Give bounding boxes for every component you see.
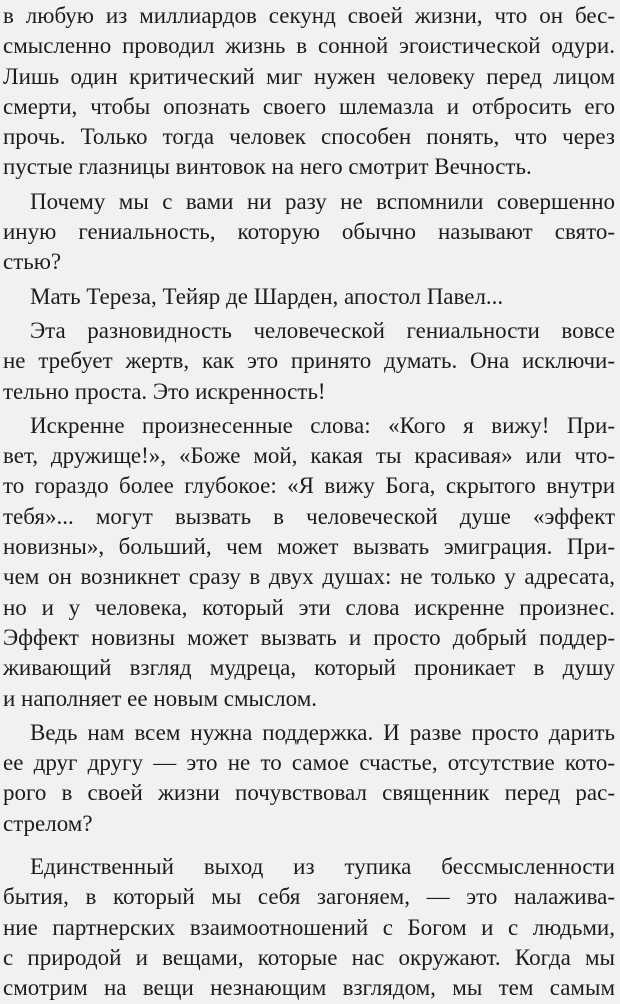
- text-line: то гораздо более глубокое: «Я вижу Бога, скрытого внутри: [3, 473, 615, 499]
- text-line: Искренне произнесенные слова: «Кого я вижу! При-: [30, 412, 615, 438]
- text-line: тебя»... могут вызвать в человеческой душе «эффект: [3, 503, 615, 529]
- text-line: вет, дружище!», «Боже мой, какая ты красивая» или что-: [3, 443, 615, 469]
- text-line: Мать Тереза, Тейяр де Шарден, апостол Павел...: [30, 283, 504, 309]
- text-line: Эффект новизны может вызвать и просто добрый поддер-: [3, 624, 615, 650]
- text-line: стрелом?: [3, 810, 93, 836]
- page-text: [3, 1, 615, 1004]
- text-line: живающий взгляд мудреца, который проникает в душу: [3, 655, 615, 681]
- text-line: Лишь один критический миг нужен человеку перед лицом: [3, 63, 615, 89]
- paragraph: [3, 718, 615, 839]
- text-line: в любую из миллиардов секунд своей жизни, что он бес-: [3, 3, 615, 28]
- text-line: смотрим на вещи незнающим взглядом, мы тем самым: [3, 975, 615, 1001]
- paragraph: [3, 411, 615, 714]
- paragraph: [3, 852, 615, 1003]
- paragraph: [3, 316, 615, 407]
- paragraph: [3, 282, 615, 312]
- text-line: ее друг другу — это не то самое счастье, отсутствие кото-: [3, 750, 615, 776]
- paragraph: [3, 1, 615, 183]
- text-line: стью?: [3, 249, 62, 275]
- text-line: рого в своей жизни почувствовал священник перед рас-: [3, 780, 615, 806]
- text-line: новизны», больший, чем может вызвать эмиграция. При-: [3, 534, 615, 560]
- text-line: тельно проста. Это искренность!: [3, 378, 326, 404]
- text-line: иную гениальность, которую обычно называют свято-: [3, 219, 615, 245]
- text-line: не требует жертв, как это принято думать. Она исключи-: [3, 348, 615, 374]
- text-line: но и у человека, который эти слова искренне произнес.: [3, 594, 615, 620]
- text-line: бытия, в который мы себя загоняем, — это налажива-: [3, 884, 615, 910]
- text-line: прочь. Только тогда человек способен понять, что через: [3, 124, 615, 150]
- text-line: чем он возникнет сразу в двух душах: не только у адресата,: [3, 564, 615, 590]
- text-line: Ведь нам всем нужна поддержка. И разве просто дарить: [30, 719, 615, 745]
- text-line: смысленно проводил жизнь в сонной эгоистической одури.: [3, 33, 615, 59]
- text-line: Почему мы с вами ни разу не вспомнили совершенно: [30, 188, 615, 214]
- text-line: и наполняет ее новым смыслом.: [3, 685, 318, 711]
- text-line: Эта разновидность человеческой гениальности вовсе: [30, 317, 615, 343]
- text-line: с природой и вещами, которые нас окружают. Когда мы: [3, 944, 615, 970]
- text-line: пустые глазницы винтовок на него смотрит Вечность.: [3, 154, 532, 180]
- paragraph: [3, 187, 615, 278]
- text-line: смерти, чтобы опознать своего шлемазла и отбросить его: [3, 93, 615, 119]
- text-line: Единственный выход из тупика бессмысленности: [30, 854, 615, 880]
- text-line: ние партнерских взаимоотношений с Богом и с людьми,: [3, 914, 615, 940]
